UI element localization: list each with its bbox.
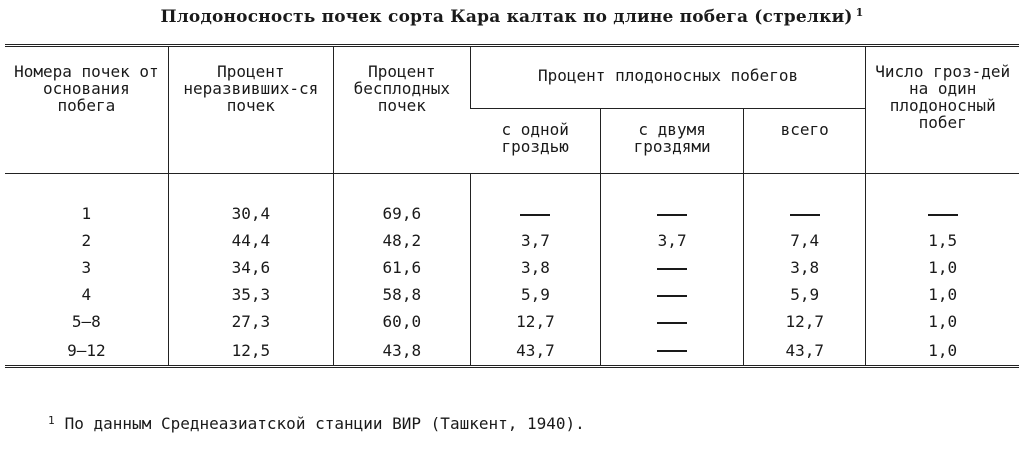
cell-two-clusters [601,308,744,335]
cell-undeveloped: 27,3 [168,308,333,335]
table-row [5,227,1019,254]
cell-total: 43,7 [744,335,866,367]
table-body [5,174,1019,367]
cell-clusters-per-shoot: 1,0 [866,335,1019,367]
cell-barren: 69,6 [333,200,470,227]
dash-mark [657,214,687,216]
table-bottom-rule [5,367,1019,369]
cell-total [744,200,866,227]
footnote-text: По данным Среднеазиатской станции ВИР (Ташкент, 1940). [64,414,585,433]
dash-mark [928,214,958,216]
header-two-clusters: с двумя гроздями [601,109,744,174]
cell-two-clusters [601,200,744,227]
cell-barren: 48,2 [333,227,470,254]
cell-barren: 43,8 [333,335,470,367]
cell-two-clusters [601,281,744,308]
dash-mark [657,350,687,352]
cell-two-clusters [601,254,744,281]
table-row [5,281,1019,308]
fruitfulness-table [5,44,1019,368]
cell-undeveloped: 30,4 [168,200,333,227]
cell-bud-number: 2 [81,231,92,250]
header-clusters-per-shoot: Число гроз-дей на один плодоносный побег [866,46,1019,174]
cell-total: 5,9 [744,281,866,308]
cell-undeveloped: 44,4 [168,227,333,254]
cell-barren: 61,6 [333,254,470,281]
cell-barren: 60,0 [333,308,470,335]
cell-bud-number: 1 [81,204,92,223]
table-row [5,335,1019,367]
footnote-mark: 1 [48,414,55,427]
cell-one-cluster: 3,8 [470,254,601,281]
cell-bud-number: 9—12 [67,340,106,360]
cell-one-cluster [470,200,601,227]
table-row [5,254,1019,281]
cell-two-clusters [601,335,744,367]
cell-clusters-per-shoot [866,200,1019,227]
header-one-cluster: с одной гроздью [501,120,569,157]
footnote [48,414,585,433]
dash-mark [657,268,687,270]
cell-total: 7,4 [744,227,866,254]
cell-undeveloped: 12,5 [168,335,333,367]
table-title [0,6,1024,27]
cell-total: 12,7 [744,308,866,335]
cell-undeveloped: 34,6 [168,254,333,281]
cell-bud-number: 3 [81,258,92,277]
footnote-reference: 1 [855,6,864,19]
header-fruitful-shoots-group: Процент плодоносных побегов [470,46,866,109]
cell-bud-number: 4 [81,285,92,304]
cell-two-clusters: 3,7 [601,227,744,254]
cell-one-cluster: 12,7 [470,308,601,335]
cell-one-cluster: 43,7 [470,335,601,367]
table-row [5,200,1019,227]
cell-clusters-per-shoot: 1,0 [866,281,1019,308]
cell-bud-number: 5—8 [71,312,101,331]
dash-mark [520,214,550,216]
dash-mark [657,295,687,297]
header-undeveloped-percent: Процент неразвивших-ся почек [168,46,333,174]
cell-clusters-per-shoot: 1,0 [866,254,1019,281]
header-bud-number: Номера почек от основания побега [5,46,168,174]
dash-mark [657,322,687,324]
cell-clusters-per-shoot: 1,0 [866,308,1019,335]
header-total: всего [744,109,866,174]
dash-mark [790,214,820,216]
header-barren-percent: Процент бесплодных почек [333,46,470,174]
cell-undeveloped: 35,3 [168,281,333,308]
table-title-text: Плодоносность почек сорта Кара калтак по длине побега (стрелки) [160,7,853,27]
cell-total: 3,8 [744,254,866,281]
cell-one-cluster: 5,9 [470,281,601,308]
cell-barren: 58,8 [333,281,470,308]
cell-clusters-per-shoot: 1,5 [866,227,1019,254]
cell-one-cluster: 3,7 [470,227,601,254]
table-row [5,308,1019,335]
